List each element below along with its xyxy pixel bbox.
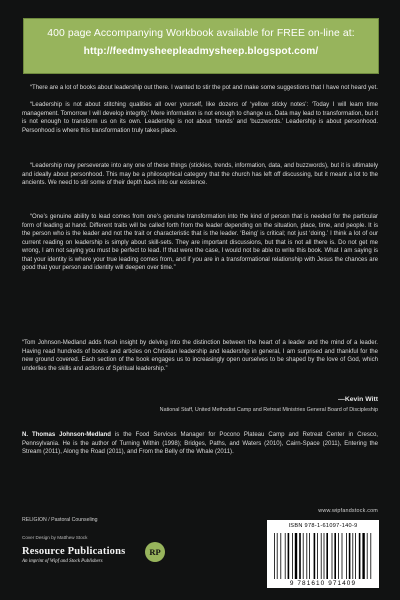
banner-url[interactable]: http://feedmysheepleadmysheep.blogspot.com/	[83, 46, 319, 57]
endorser-name: —Kevin Witt	[338, 396, 378, 403]
publisher-logo-icon: RP	[145, 542, 165, 562]
endorser-title: National Staff, United Methodist Camp and Retreat Ministries General Board of Discipleship	[159, 407, 378, 413]
quote-paragraph-2	[22, 101, 378, 135]
quote-paragraph-4	[22, 213, 378, 273]
banner-line-1: 400 page Accompanying Workbook available for FREE on-line at:	[47, 28, 355, 39]
endorsement-quote: “Tom Johnson-Medland adds fresh insight by delving into the distinction between the heart of a leader and the mind of a leader. Having read hundreds of books and articles on Christian leadership and leadership in general, I am surprised and thankful for the new ground covered. Each section of the book engages us to increasingly open ourselves to be shaped by the love of God, which underlies the skills and actions of Spiritual leadership.”	[22, 340, 378, 372]
author-name: N. Thomas Johnson-Medland	[22, 432, 111, 438]
paragraph-text: “Leadership is not about stitching qualities all over yourself, like dozens of ‘yellow sticky notes’: ‘Today I will learn time management. Tomorrow I will develop integrity.’ Mere information is not enough to change us. Data may lead to transformation, but it is not enough to transform us on its own. Leadership is not about ‘trends’ and ‘buzzwords.’ Leadership is about personhood. Personhood is where this transformation truly takes place.	[22, 102, 378, 134]
publisher-imprint: An imprint of Wipf and Stock Publishers	[22, 559, 103, 564]
paragraph-text: “Leadership may perseverate into any one of these things (stickies, trends, information, data, and buzzwords), but it is ultimately and ideally about personhood. This may be a philosophical category that the church has left off discussing, but it meant a lot to the ancients. We need to stir some of their depth back into our existence.	[22, 163, 378, 187]
publisher-website[interactable]: www.wipfandstock.com	[318, 508, 378, 514]
paragraph-text: “One’s genuine ability to lead comes from one’s genuine transformation into the kind of person that is needed for the particular form of leading at hand. Different traits will be called forth from the leader depending on the situation, place, time, and people. It is the person who is the leader and not the trait or characteristic that is the leader. ‘Being’ is critical; not just ‘doing.’ I think a lot of our current reading on leadership is simply about skill-sets. They are important discussions, but that is not all there is. Do not get me wrong, I am not saying you must be perfect to lead. If that were the case, I would not be able to write this book. What I am saying is that your identity is where your true leading comes from, and if you are in a transformational relationship with Jesus the chances are good that your person and identity will deepen over time.”	[22, 214, 378, 272]
book-category: RELIGION / Pastoral Counseling	[22, 517, 98, 523]
cover-design-credit: Cover Design by Matthew Stock	[22, 535, 88, 540]
barcode-digits: 9 781610 971409	[289, 580, 357, 587]
quote-paragraph-3	[22, 162, 378, 188]
barcode	[267, 520, 379, 588]
publisher-name: Resource Publications	[22, 546, 126, 557]
author-bio-text: is the Food Services Manager for Pocono Plateau Camp and Retreat Center in Cresco, Pennsylvania. He is the author of Turning Within (1998); Bridges, Paths, and Waters (2010), Cairn-Space (2011), Entering the Stream (2011), Along the Road (2011), and From the Belly of the Whale (2011).	[22, 432, 378, 456]
barcode-bars-icon	[274, 533, 372, 579]
workbook-banner	[23, 18, 379, 74]
author-bio	[22, 431, 378, 457]
isbn-label: ISBN 978-1-61097-140-9	[288, 523, 358, 529]
paragraph-text: “There are a lot of books about leadership out there. I wanted to stir the pot and make some suggestions that I have not heard yet.	[30, 85, 378, 91]
quote-paragraph-1	[22, 84, 378, 93]
